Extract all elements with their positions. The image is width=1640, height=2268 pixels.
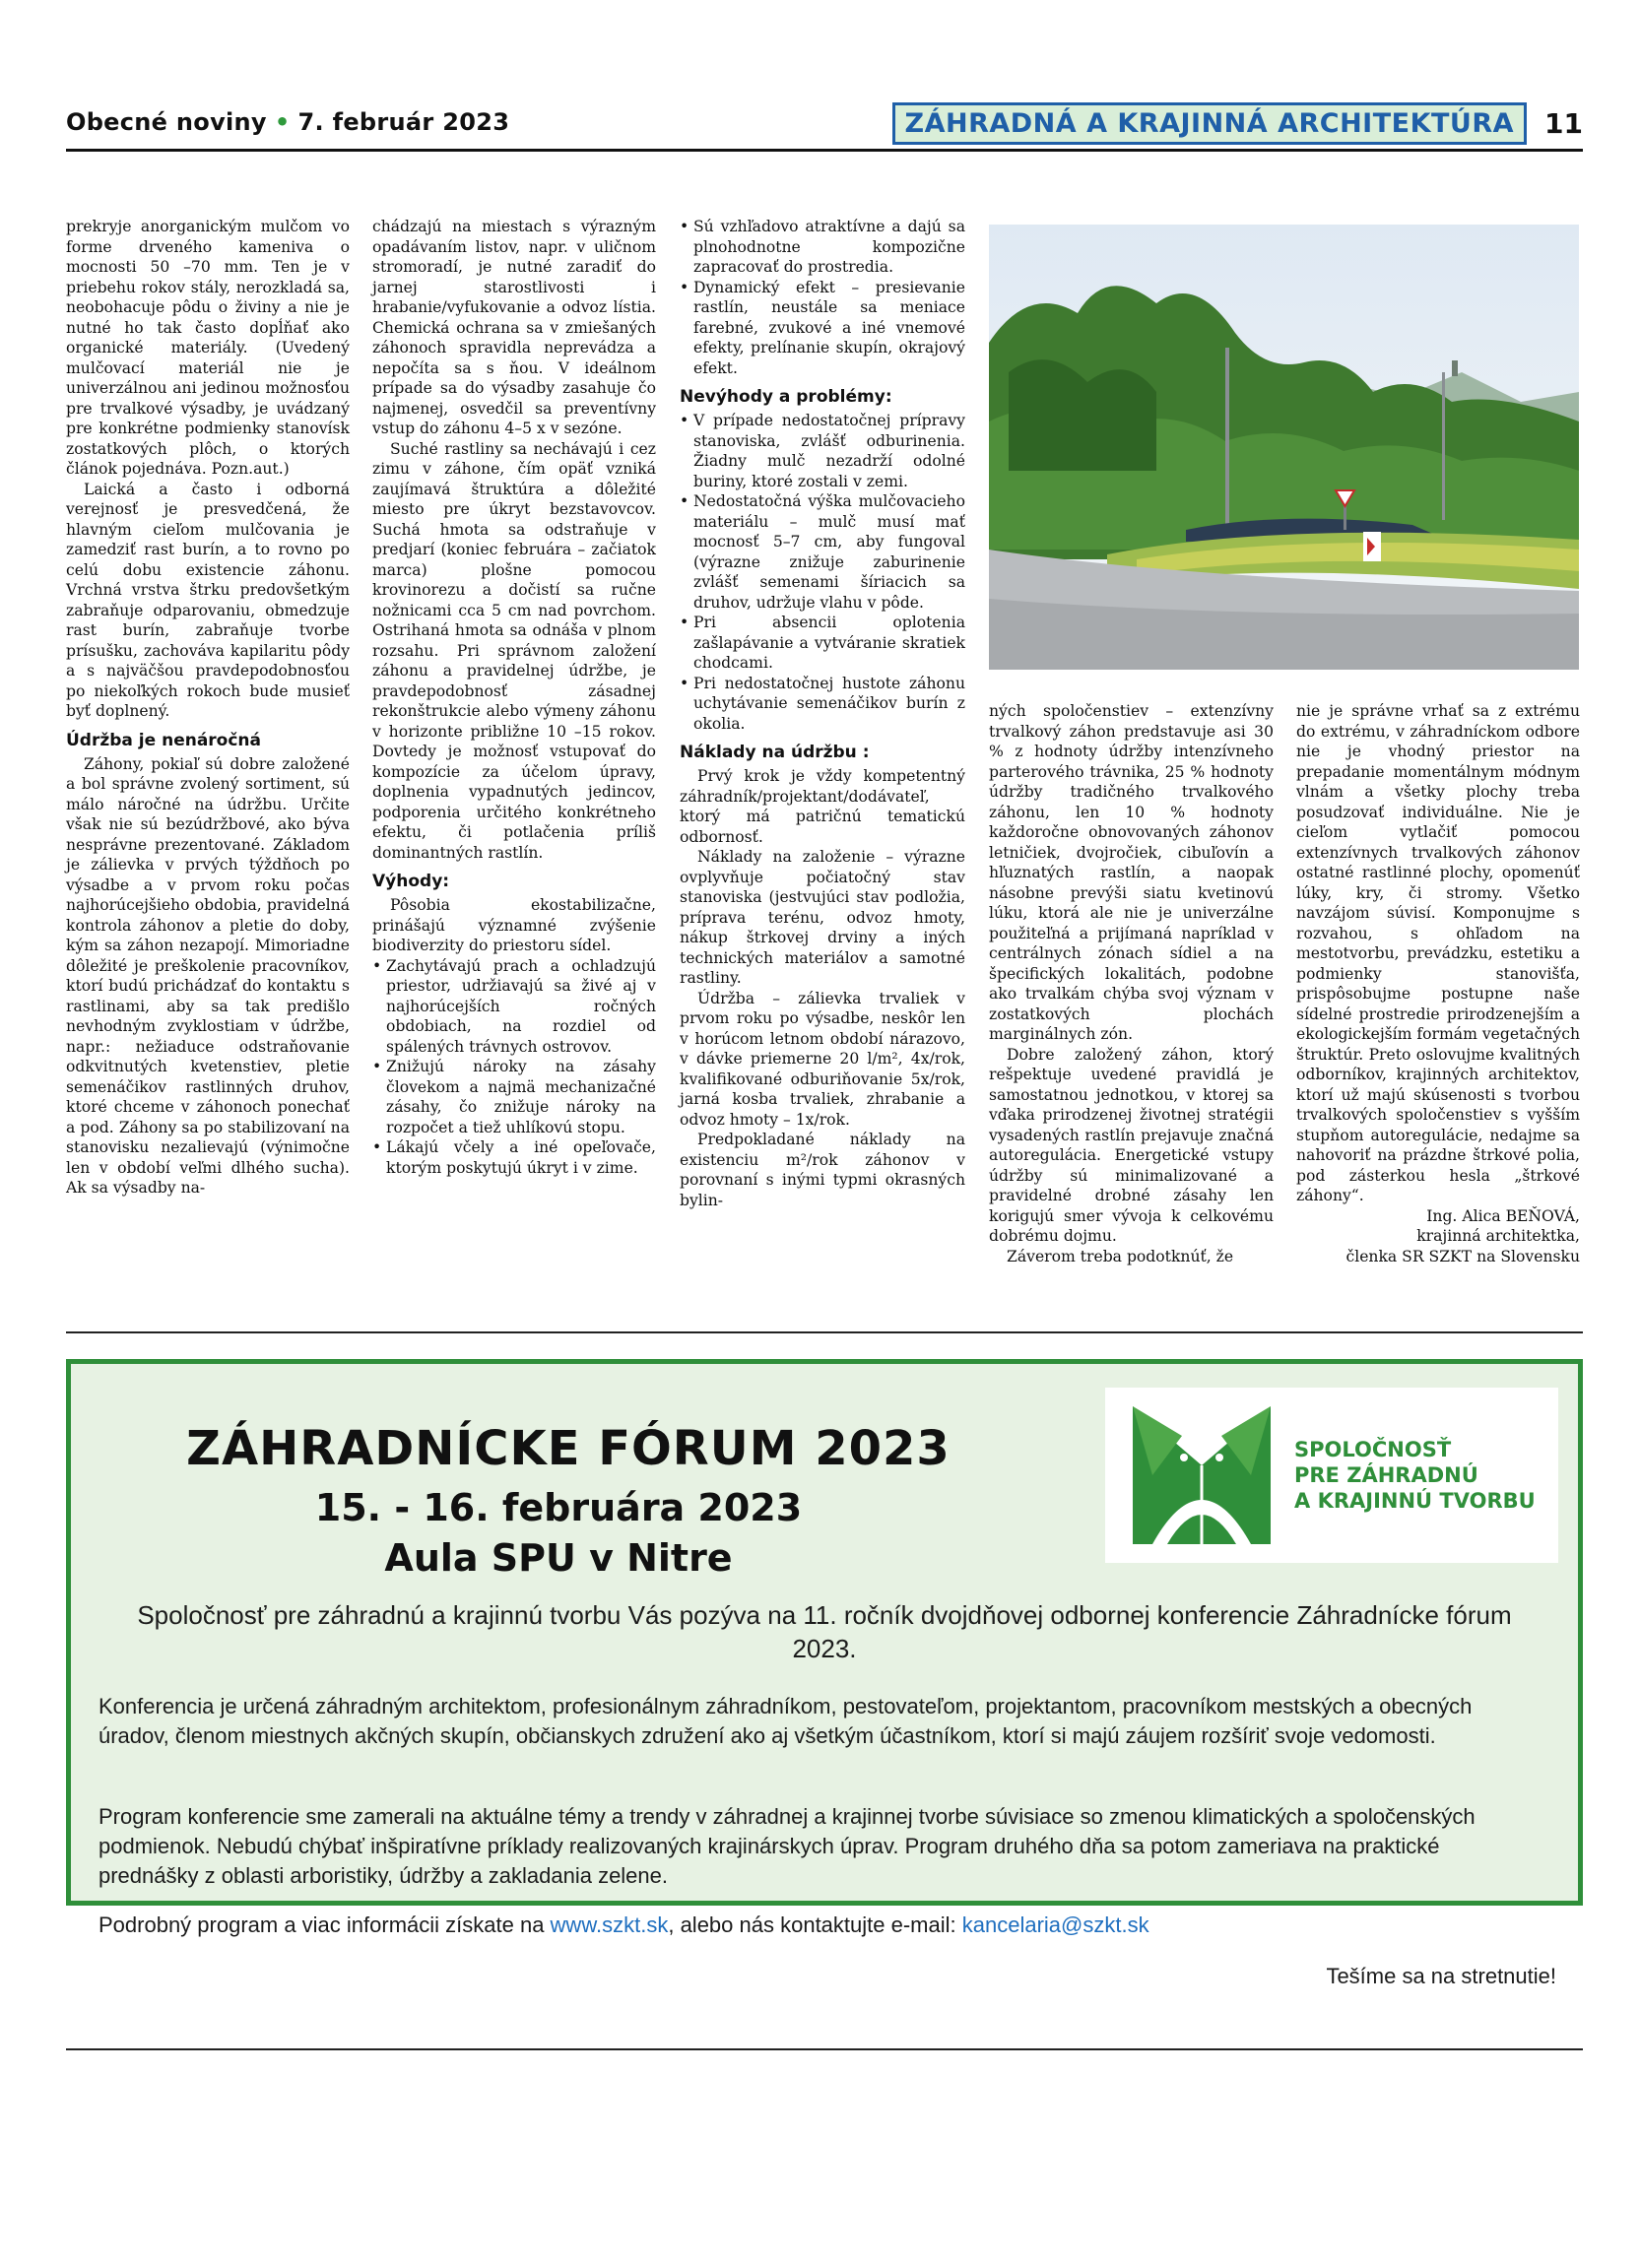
article-column-3: [680, 217, 965, 1210]
subheading: Náklady na údržbu :: [680, 743, 870, 762]
list-item: • Lákajú včely a iné opeľovače, ktorým poskytujú úkryt i v zime.: [372, 1137, 656, 1178]
masthead: [66, 108, 509, 136]
list-item: • Pri absencii oplotenia zašlapávanie a vytváranie skratiek chodcami.: [680, 613, 965, 674]
divider: [66, 1331, 1583, 1333]
event-dates: 15. - 16. februára 2023: [314, 1486, 803, 1529]
audience-paragraph: Konferencia je určená záhradným architektom, profesionálnym záhradníkom, pestovateľom, projektantom, pracovníkom mestských a obecných úradov, členom miestnych akčných skupín, občianskych združení ako aj všetkým účastníkom, ktorí si majú záujem rozšíriť svoje vedomosti.: [98, 1694, 1473, 1748]
article-column-5: [1296, 701, 1580, 1266]
list-item: • Dynamický efekt – presievanie rastlín, neustále sa meniace farebné, zvukové a iné vnemové efekty, prelínanie skupín, okrajový efekt.: [680, 278, 965, 379]
subheading: Výhody:: [372, 872, 450, 891]
list-item: • Nedostatočná výška mulčovacieho materiálu – mulč musí mať mocnosť 5–7 cm, aby fungoval (výrazne znižuje zaburinenie zvlášť semenami šíriacich sa druhov, udržuje vlahu v pôde.: [680, 491, 965, 613]
closing-line: Tešíme sa na stretnutie!: [1326, 1964, 1556, 1988]
logo-line: A KRAJINNÚ TVORBU: [1294, 1489, 1536, 1513]
paragraph: Suché rastliny sa nechávajú i cez zimu v záhone, čím opäť vzniká zaujímavá štruktúra a dôležité miesto pre úkryt bezstavovcov. Suchá hmota sa odstraňuje v predjarí (koniec februára – začiatok marca) plošne pomocou krovinorezu a dočistí sa ručne nožnicami cca 5 cm nad povrchom. Ostrihaná hmota sa odnáša v plnom rozsahu. Pri správnom založení záhonu a pravidelnej údržbe, je pravdepodobnosť zásadnej rekonštrukcie alebo výmeny záhonu v horizonte približne 10 –15 rokov. Dovtedy je možnosť vstupovať do kompozície za účelom úpravy, doplnenia vypadnutých jedincov, podporenia určitého konkrétneho efektu, či potlačenia príliš dominantných rastlín.: [372, 439, 656, 862]
article-column-4: [989, 701, 1274, 1266]
contact-mid: , alebo nás kontaktujte e-mail:: [668, 1912, 962, 1937]
paragraph: Pôsobia ekostabilizačne, prinášajú významné zvýšenie biodiverzity do priestoru sídel.: [372, 896, 656, 954]
section-banner: ZÁHRADNÁ A KRAJINNÁ ARCHITEKTÚRA: [892, 102, 1528, 145]
logo-line: SPOLOČNOSŤ: [1294, 1438, 1452, 1461]
list-item: • Zachytávajú prach a ochladzujú priestor, udržiavajú sa živé aj v najhorúcejších ročných obdobiach, na rozdiel od spálených trávnych ostrovov.: [372, 956, 656, 1058]
paragraph: Dobre založený záhon, ktorý rešpektuje uvedené pravidlá je samostatnou jednotkou, v ktorej sa vďaka prirodzenej životnej stratégii vysadených rastlín prejavuje značná autoregulácia. Energetické vstupy údržby sú minimalizované a pravidelné drobné zásahy len korigujú smer vývoja k celkovému dobrému dojmu.: [989, 1045, 1274, 1245]
organization-logo: [1105, 1388, 1558, 1563]
article-photo: [989, 225, 1579, 670]
list-item: • V prípade nedostatočnej prípravy stanoviska, zvlášť odburinenia. Žiadny mulč nezadrží odolné buriny, ktoré zostali v zemi.: [680, 411, 965, 491]
list-item: • Sú vzhľadovo atraktívne a dajú sa plnohodnotne kompozične zapracovať do prostredia.: [680, 217, 965, 278]
subheading: Nevýhody a problémy:: [680, 387, 892, 407]
paragraph: Náklady na založenie – výrazne ovplyvňuje počiatočný stav stanoviska (jestvujúci stav podložia, príprava terénu, odvoz hmoty, nákup štrkovej drviny a iných technických materiálov a samotné rastliny.: [680, 848, 965, 987]
subheading: Údržba je nenáročná: [66, 730, 262, 750]
paragraph: chádzajú na miestach s výrazným opadávaním listov, napr. v uličnom stromoradí, je nutné zaradiť do jarnej starostlivosti i hrabanie/vyfukovanie a odvoz lístia. Chemická ochrana sa v zmiešaných záhonoch spravidla neprevádza a nepočíta sa s ňou. V ideálnom prípade sa do výsadby zasahuje čo najmenej, osvedčil sa preventívny vstup do záhonu 4–5 x v sezóne.: [372, 218, 656, 437]
paragraph: Údržba – zálievka trvaliek v prvom roku po výsadbe, neskôr len v horúcom letnom období nárazovo, v dávke priemerne 20 l/m², 4x/rok, kvalifikované odburiňovanie 5x/rok, jarná kosba trvaliek, zhrabanie a odvoz hmoty – 1x/rok.: [680, 989, 965, 1129]
paragraph: Záverom treba podotknúť, že: [1007, 1247, 1234, 1265]
separator-dot: •: [274, 108, 291, 136]
list-item: • Znižujú nároky na zásahy človekom a najmä mechanizačné zásahy, čo znižuje nároky na rozpočet a tiež uhlíkovú stopu.: [372, 1057, 656, 1137]
program-paragraph: Program konferencie sme zamerali na aktuálne témy a trendy v záhradnej a krajinnej tvorbe súvisiace so zmenou klimatických a spoločenských podmienok. Nebudú chýbať inšpiratívne príklady realizovaných krajinárskych úprav. Program druhého dňa sa potom zameriava na praktické prednášky z oblasti arboristiky, údržby a zakladania zelene.: [98, 1804, 1476, 1888]
logo-wordmark: [1294, 1437, 1536, 1514]
section-header: [892, 102, 1583, 145]
contact-prefix: Podrobný program a viac informácii získate na: [98, 1912, 551, 1937]
paragraph: Záhony, pokiaľ sú dobre založené a bol správne zvolený sortiment, sú málo náročné na údržbu. Určite však nie sú bezúdržbové, ako býva nesprávne prezentované. Základom je zálievka v prvých týždňoch po výsadbe a v prvom roku počas najhorúcejšieho obdobia, pravidelná kontrola záhonov a pletie do doby, kým sa záhon nezapojí. Mimoriadne dôležité je preškolenie pracovníkov, ktorí budú prichádzať do kontaktu s rastlinami, aby sa tak predišlo nevhodným zvyklostiam v údržbe, napr.: nežiaduce odstraňovanie odkvitnutých kvetenstiev, pletie semenáčikov rastlinných druhov, ktoré chceme v záhonoch ponechať a pod. Záhony sa po stabilizovaní na stanovisku nezalievajú (výnimočne len v období veľmi dlhého sucha). Ak sa výsadby na-: [66, 754, 350, 1197]
paper-name: Obecné noviny: [66, 108, 267, 136]
leaf-logo-icon: [1123, 1396, 1280, 1554]
contact-line: [98, 1911, 1527, 1940]
paragraph: Prvý krok je vždy kompetentný záhradník/projektant/dodávateľ, ktorý má patričnú tematickú odbornosť.: [680, 767, 965, 846]
article-column-2: [372, 217, 656, 1178]
invitation-text: Spoločnosť pre záhradnú a krajinnú tvorbu Vás pozýva na 11. ročník dvojdňovej odbornej konferencie Záhradnícke fórum 2023.: [137, 1600, 1512, 1663]
author-organization: členka SR SZKT na Slovensku: [1345, 1247, 1580, 1265]
event-venue: Aula SPU v Nitre: [384, 1536, 733, 1580]
page-header: [66, 97, 1583, 152]
email-link[interactable]: kancelaria@szkt.sk: [961, 1912, 1149, 1937]
paragraph: Laická a často i odborná verejnosť je presvedčená, že hlavným cieľom mulčovania je zamedziť rast burín, a to rovno po celú dobu existencie záhonu. Vrchná vrstva štrku predovšetkým zabraňuje odparovaniu, obmedzuje rast burín, zabraňuje tvorbe prísušku, zachováva kapilaritu pôdy a s najväčšou pravdepodobnosťou po niekoľkých rokoch bude musieť byť doplnený.: [66, 480, 350, 720]
paragraph: ných spoločenstiev – extenzívny trvalkový záhon predstavuje asi 30 % z hodnoty údržby intenzívneho parterového trávnika, 25 % hodnoty údržby tradičného trvalkového záhonu, len 10 % hodnoty každoročne obnovovaných záhonov letničiek, dvojročiek, cibuľovín a hľuznatých rastlín, a naopak násobne prevýši siatu kvetinovú lúku, ktorá ale nie je univerzálne použiteľná a prijímaná napríklad v centrálnych zónach sídiel a na špecifických lokalitách, podobne ako trvalkám chýba svoj význam v zostatkových plochách marginálnych zón.: [989, 702, 1274, 1043]
paragraph: prekryje anorganickým mulčom vo forme drveného kameniva o mocnosti 50 –70 mm. Ten je v priebehu rokov stály, nerozkladá sa, neobohacuje pôdu o živiny a nie je nutné ho tak často dopĺňať ako organické materiály. (Uvedený mulčovací materiál nie je univerzálnou ani jedinou možnosťou pre trvalkové výsadby, je uvádzaný pre konkrétne podmienky stanovísk zostatkových plôch, o ktorých článok pojednáva. Pozn.aut.): [66, 218, 350, 478]
logo-line: PRE ZÁHRADNÚ: [1294, 1463, 1478, 1487]
advantages-list: [372, 956, 656, 1179]
advantages-list-continued: [680, 217, 965, 378]
event-title: ZÁHRADNÍCKE FÓRUM 2023: [186, 1421, 951, 1476]
roundabout-photo-illustration: [989, 225, 1579, 670]
paragraph: nie je správne vrhať sa z extrému do extrému, v záhradníckom odbore nie je vhodný priestor na prepadanie momentálnym módnym vlnám a všetky plochy treba posudzovať individuálne. Nie je cieľom vytlačiť pomocou extenzívnych trvalkových záhonov ostatné rastlinné plochy, opomenúť lúky, kry, či stromy. Všetko navzájom súvisí. Komponujme s rozvahou, s ohľadom na mestotvorbu, prevádzku, estetiku a podmienky stanovišťa, prispôsobujme postupne naše sídelné prostredie prirodzenejším a ekologickejším formám vegetačných štruktúr. Preto oslovujme kvalitných odborníkov, krajinných architektov, ktorí už majú skúsenosti s tvorbou trvalkových spoločenstiev s vyšším stupňom autoregulácie, nedajme sa nahovoriť na prázdne štrkové polia, pod zásterkou hesla „štrkové záhony“.: [1296, 702, 1581, 1204]
bottom-divider: [66, 2048, 1583, 2050]
paragraph: Predpokladané náklady na existenciu m²/rok záhonov v porovnaní s inými typmi okrasných bylin-: [680, 1131, 965, 1209]
page-number: 11: [1544, 107, 1583, 140]
problems-list: [680, 411, 965, 734]
list-item: • Pri nedostatočnej hustote záhonu uchytávanie semenáčikov burín z okolia.: [680, 674, 965, 735]
article-column-1: [66, 217, 350, 1199]
website-link[interactable]: www.szkt.sk: [550, 1912, 669, 1937]
issue-date: 7. február 2023: [297, 108, 510, 136]
author-role: krajinná architektka,: [1416, 1227, 1580, 1245]
author-name: Ing. Alica BEŇOVÁ,: [1426, 1206, 1580, 1225]
